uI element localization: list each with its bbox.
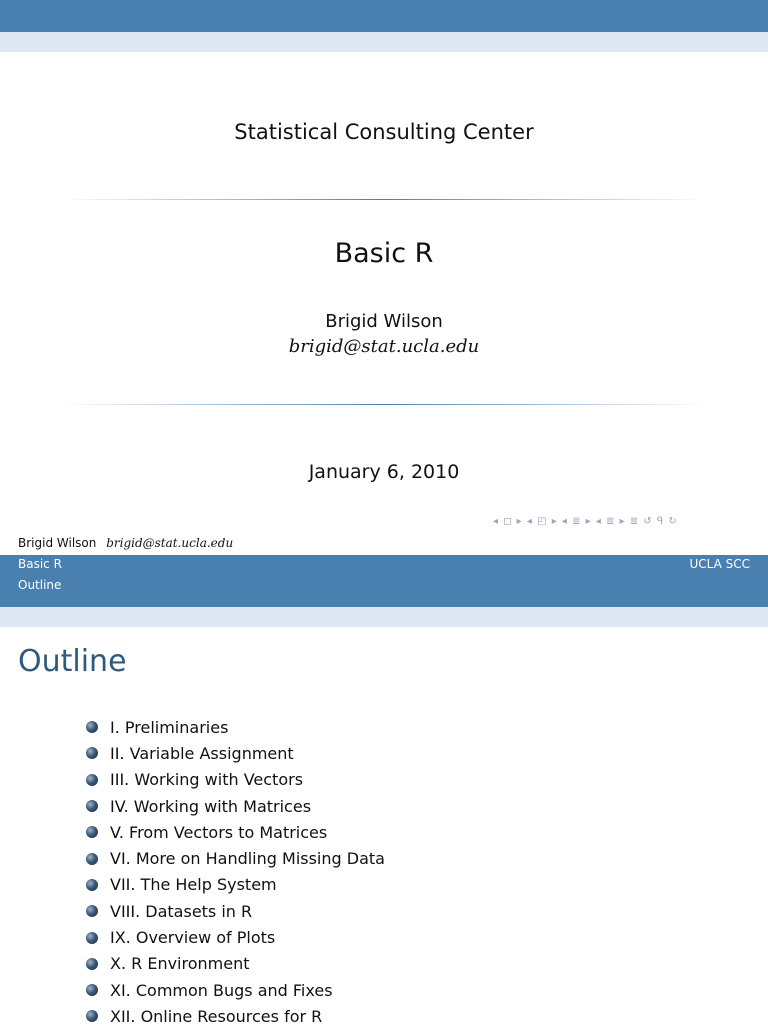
header-section: Outline <box>18 578 62 592</box>
list-item: IV. Working with Matrices <box>86 793 385 819</box>
ball-bullet-icon <box>86 853 98 865</box>
header-institute: UCLA SCC <box>689 557 750 571</box>
ball-bullet-icon <box>86 747 98 759</box>
slide2-subheader-bar <box>0 607 768 627</box>
presentation-title: Basic R <box>334 238 434 269</box>
list-item: II. Variable Assignment <box>86 740 385 766</box>
slide1-header-bar <box>0 0 768 32</box>
ball-bullet-icon <box>86 932 98 944</box>
ball-bullet-icon <box>86 984 98 996</box>
ball-bullet-icon <box>86 774 98 786</box>
author-email: brigid@stat.ucla.edu <box>288 336 480 357</box>
footer-email: brigid@stat.ucla.edu <box>106 536 234 550</box>
list-item: XII. Online Resources for R <box>86 1003 385 1029</box>
slide2-header-bar <box>0 555 768 607</box>
frame-title: Outline <box>18 644 127 679</box>
title-divider-top <box>60 199 708 200</box>
list-item: VI. More on Handling Missing Data <box>86 845 385 871</box>
header-short-title: Basic R <box>18 557 62 571</box>
list-item: V. From Vectors to Matrices <box>86 819 385 845</box>
footer-author: Brigid Wilson <box>18 536 97 550</box>
list-item: XI. Common Bugs and Fixes <box>86 977 385 1003</box>
ball-bullet-icon <box>86 879 98 891</box>
footer-author-line <box>18 536 233 550</box>
ball-bullet-icon <box>86 905 98 917</box>
list-item: I. Preliminaries <box>86 714 385 740</box>
organization-name: Statistical Consulting Center <box>234 120 534 144</box>
beamer-navigation-icon[interactable]: ◂ ◻ ▸ ◂ ◰ ▸ ◂ ≣ ▸ ◂ ≣ ▸ ≣ ↺ ᑫ ↻ <box>493 516 678 527</box>
ball-bullet-icon <box>86 826 98 838</box>
list-item: VIII. Datasets in R <box>86 898 385 924</box>
outline-list <box>86 714 385 1030</box>
ball-bullet-icon <box>86 721 98 733</box>
list-item: X. R Environment <box>86 951 385 977</box>
ball-bullet-icon <box>86 800 98 812</box>
presentation-date: January 6, 2010 <box>308 461 460 483</box>
ball-bullet-icon <box>86 1010 98 1022</box>
ball-bullet-icon <box>86 958 98 970</box>
author-name: Brigid Wilson <box>325 311 443 332</box>
list-item: IX. Overview of Plots <box>86 924 385 950</box>
list-item: VII. The Help System <box>86 872 385 898</box>
title-divider-bottom <box>60 404 708 405</box>
list-item: III. Working with Vectors <box>86 767 385 793</box>
slide1-subheader-bar <box>0 32 768 52</box>
